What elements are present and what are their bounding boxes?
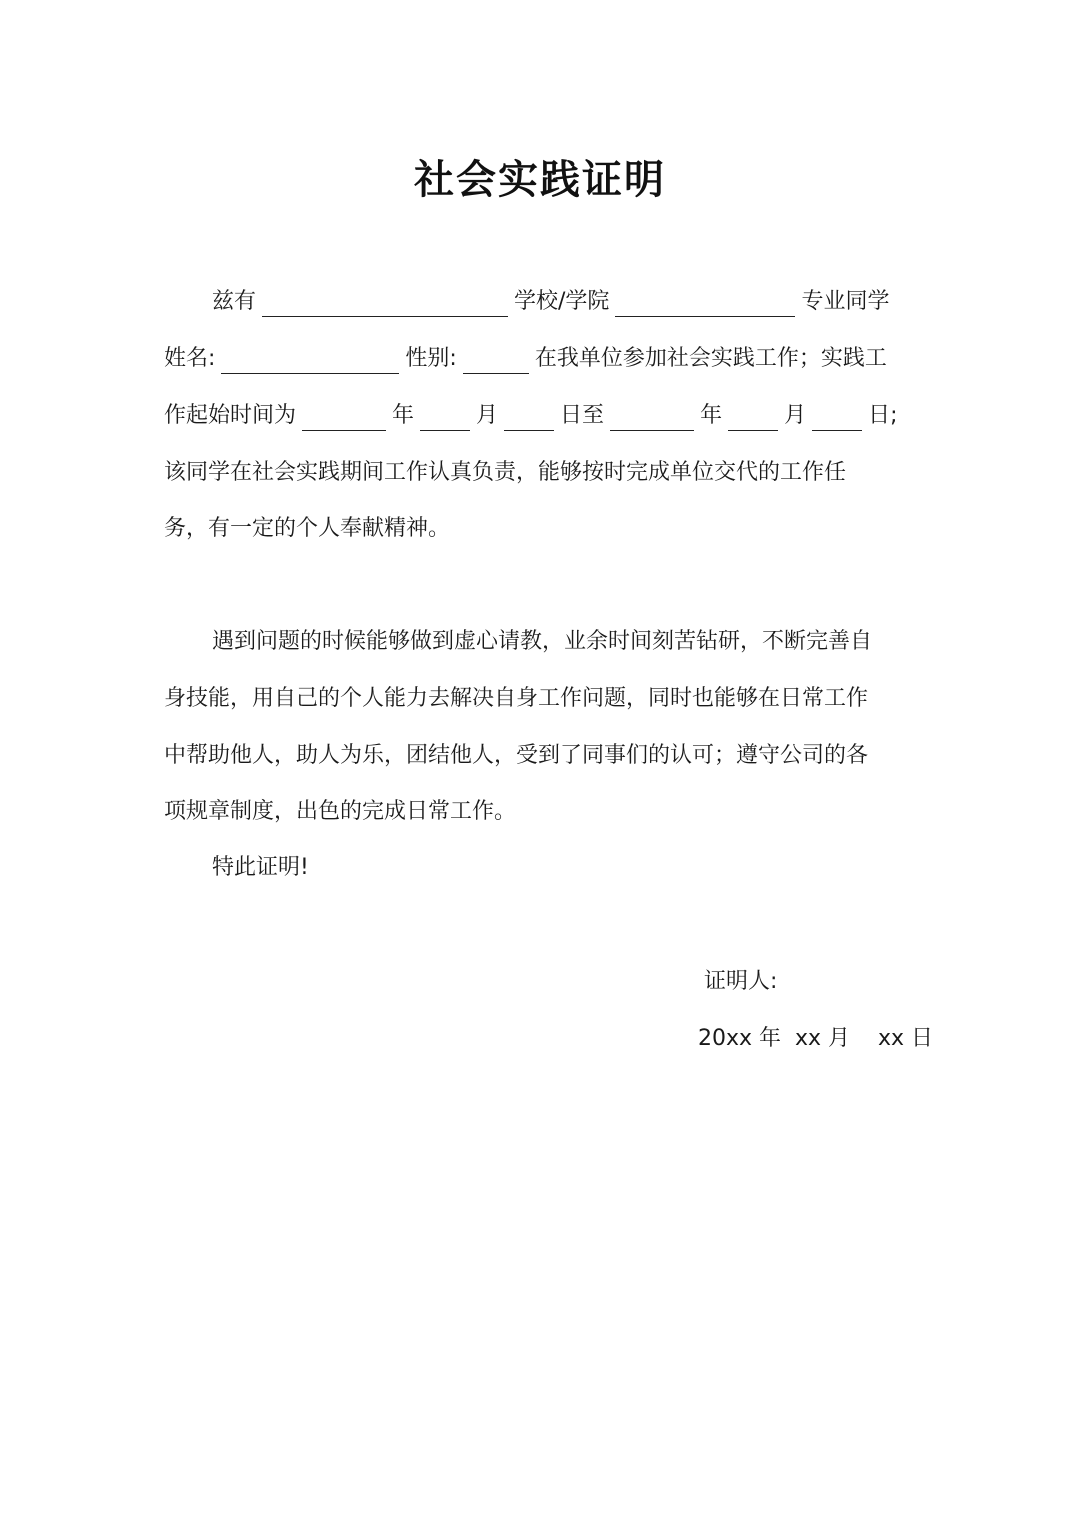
- para2-line3: 中帮助他人，助人为乐，团结他人，受到了同事们的认可；遵守公司的各: [164, 743, 869, 768]
- text-zi-you: 兹有: [212, 289, 257, 314]
- end-day-blank[interactable]: [812, 406, 862, 431]
- document-title: 社会实践证明: [414, 157, 666, 203]
- text-practice-start: 在我单位参加社会实践工作；实践工: [534, 346, 887, 371]
- start-day-blank[interactable]: [504, 406, 554, 431]
- gender-blank[interactable]: [463, 349, 529, 374]
- para2-line1: 遇到问题的时候能够做到虚心请教，业余时间刻苦钻研，不断完善自: [212, 629, 873, 654]
- end-year-blank[interactable]: [610, 406, 694, 431]
- end-month-blank[interactable]: [728, 406, 778, 431]
- text-year-2: 年: [700, 403, 723, 428]
- para1-line2: [164, 344, 916, 374]
- text-gender-label: 性别:: [405, 346, 457, 371]
- text-school: 学校/学院: [514, 289, 610, 314]
- para1-line1: [212, 287, 916, 317]
- certifier-label: 证明人:: [704, 969, 778, 994]
- para1-line3: [164, 401, 916, 431]
- school-blank[interactable]: [262, 292, 508, 317]
- start-year-blank[interactable]: [302, 406, 386, 431]
- text-start-time: 作起始时间为: [164, 403, 297, 428]
- major-blank[interactable]: [615, 292, 795, 317]
- closing-statement: 特此证明!: [212, 855, 309, 880]
- name-blank[interactable]: [221, 349, 399, 374]
- text-major: 专业同学: [801, 289, 890, 314]
- text-name-label: 姓名:: [164, 346, 216, 371]
- text-month-2: 月: [784, 403, 807, 428]
- text-day-2: 日;: [868, 403, 898, 428]
- text-day-to: 日至: [560, 403, 605, 428]
- para2-line2: 身技能，用自己的个人能力去解决自身工作问题，同时也能够在日常工作: [164, 686, 869, 711]
- para1-line4: 该同学在社会实践期间工作认真负责，能够按时完成单位交代的工作任: [164, 460, 847, 485]
- para1-line5: 务，有一定的个人奉献精神。: [164, 516, 451, 541]
- text-month: 月: [476, 403, 499, 428]
- signature-date: 20xx 年 xx 月 xx 日: [698, 1026, 934, 1051]
- para2-line4: 项规章制度，出色的完成日常工作。: [164, 799, 517, 824]
- text-year: 年: [392, 403, 415, 428]
- start-month-blank[interactable]: [420, 406, 470, 431]
